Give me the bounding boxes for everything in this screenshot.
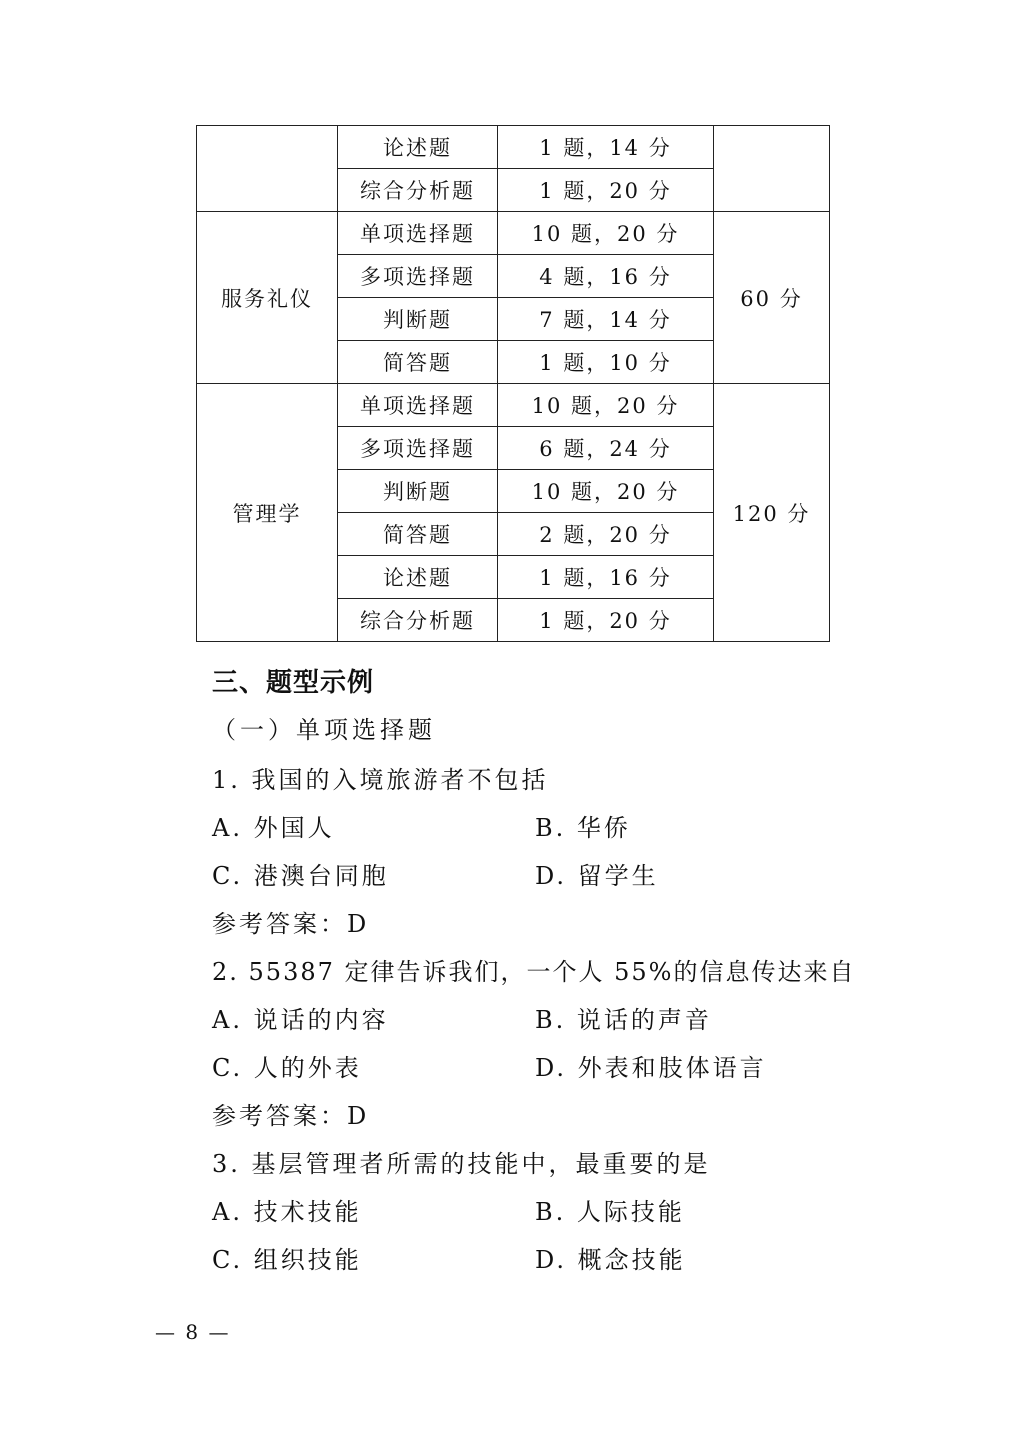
question-1-text: 1. 我国的入境旅游者不包括 <box>212 766 549 794</box>
subsection-title: （一）单项选择题 <box>212 716 436 744</box>
table-cell-question-type: 论述题 <box>338 556 498 599</box>
table-cell-question-type: 论述题 <box>338 126 498 169</box>
question-2-text: 2. 55387 定律告诉我们，一个人 55%的信息传达来自 <box>212 958 856 986</box>
question-3-option-c: C. 组织技能 <box>212 1246 362 1274</box>
table-body <box>197 126 830 642</box>
question-3-option-b: B. 人际技能 <box>535 1198 685 1226</box>
table-cell-count-score: 1 题，20 分 <box>498 169 714 212</box>
table-cell-question-type: 判断题 <box>338 298 498 341</box>
question-1-option-c: C. 港澳台同胞 <box>212 862 389 890</box>
table-row <box>197 212 830 255</box>
table-cell-total-score: 120 分 <box>714 384 830 642</box>
page-number: — 8 — <box>155 1320 231 1344</box>
question-2-option-c: C. 人的外表 <box>212 1054 362 1082</box>
table-cell-count-score: 6 题，24 分 <box>498 427 714 470</box>
table-cell-count-score: 1 题，20 分 <box>498 599 714 642</box>
table-cell-count-score: 10 题，20 分 <box>498 212 714 255</box>
question-2-option-a: A. 说话的内容 <box>212 1006 389 1034</box>
question-1-answer: 参考答案：D <box>212 910 370 938</box>
table-cell-question-type: 多项选择题 <box>338 427 498 470</box>
question-3-option-a: A. 技术技能 <box>212 1198 362 1226</box>
table-cell-question-type: 综合分析题 <box>338 169 498 212</box>
section-title: 三、题型示例 <box>212 668 375 698</box>
table-cell-count-score: 7 题，14 分 <box>498 298 714 341</box>
question-3-option-d: D. 概念技能 <box>535 1246 686 1274</box>
table-row <box>197 384 830 427</box>
table-cell-count-score: 1 题，16 分 <box>498 556 714 599</box>
table-cell-question-type: 判断题 <box>338 470 498 513</box>
question-3-text: 3. 基层管理者所需的技能中，最重要的是 <box>212 1150 711 1178</box>
table-cell-question-type: 单项选择题 <box>338 384 498 427</box>
table-cell-count-score: 4 题，16 分 <box>498 255 714 298</box>
table-cell-question-type: 单项选择题 <box>338 212 498 255</box>
question-1-option-d: D. 留学生 <box>535 862 659 890</box>
table-row <box>197 126 830 169</box>
table-cell-question-type: 简答题 <box>338 513 498 556</box>
table-cell-total-score <box>714 126 830 212</box>
table-cell-question-type: 多项选择题 <box>338 255 498 298</box>
table-cell-subject: 管理学 <box>197 384 338 642</box>
table-cell-question-type: 简答题 <box>338 341 498 384</box>
table-cell-count-score: 1 题，10 分 <box>498 341 714 384</box>
table-cell-count-score: 10 题，20 分 <box>498 470 714 513</box>
question-1-option-a: A. 外国人 <box>212 814 335 842</box>
table-cell-count-score: 10 题，20 分 <box>498 384 714 427</box>
question-2-option-d: D. 外表和肢体语言 <box>535 1054 767 1082</box>
table-cell-count-score: 1 题，14 分 <box>498 126 714 169</box>
exam-structure-table <box>196 125 830 642</box>
table-cell-question-type: 综合分析题 <box>338 599 498 642</box>
table-cell-count-score: 2 题，20 分 <box>498 513 714 556</box>
question-1-option-b: B. 华侨 <box>535 814 631 842</box>
question-2-option-b: B. 说话的声音 <box>535 1006 712 1034</box>
table-cell-subject: 服务礼仪 <box>197 212 338 384</box>
table-cell-total-score: 60 分 <box>714 212 830 384</box>
question-2-answer: 参考答案：D <box>212 1102 370 1130</box>
table-cell-subject <box>197 126 338 212</box>
